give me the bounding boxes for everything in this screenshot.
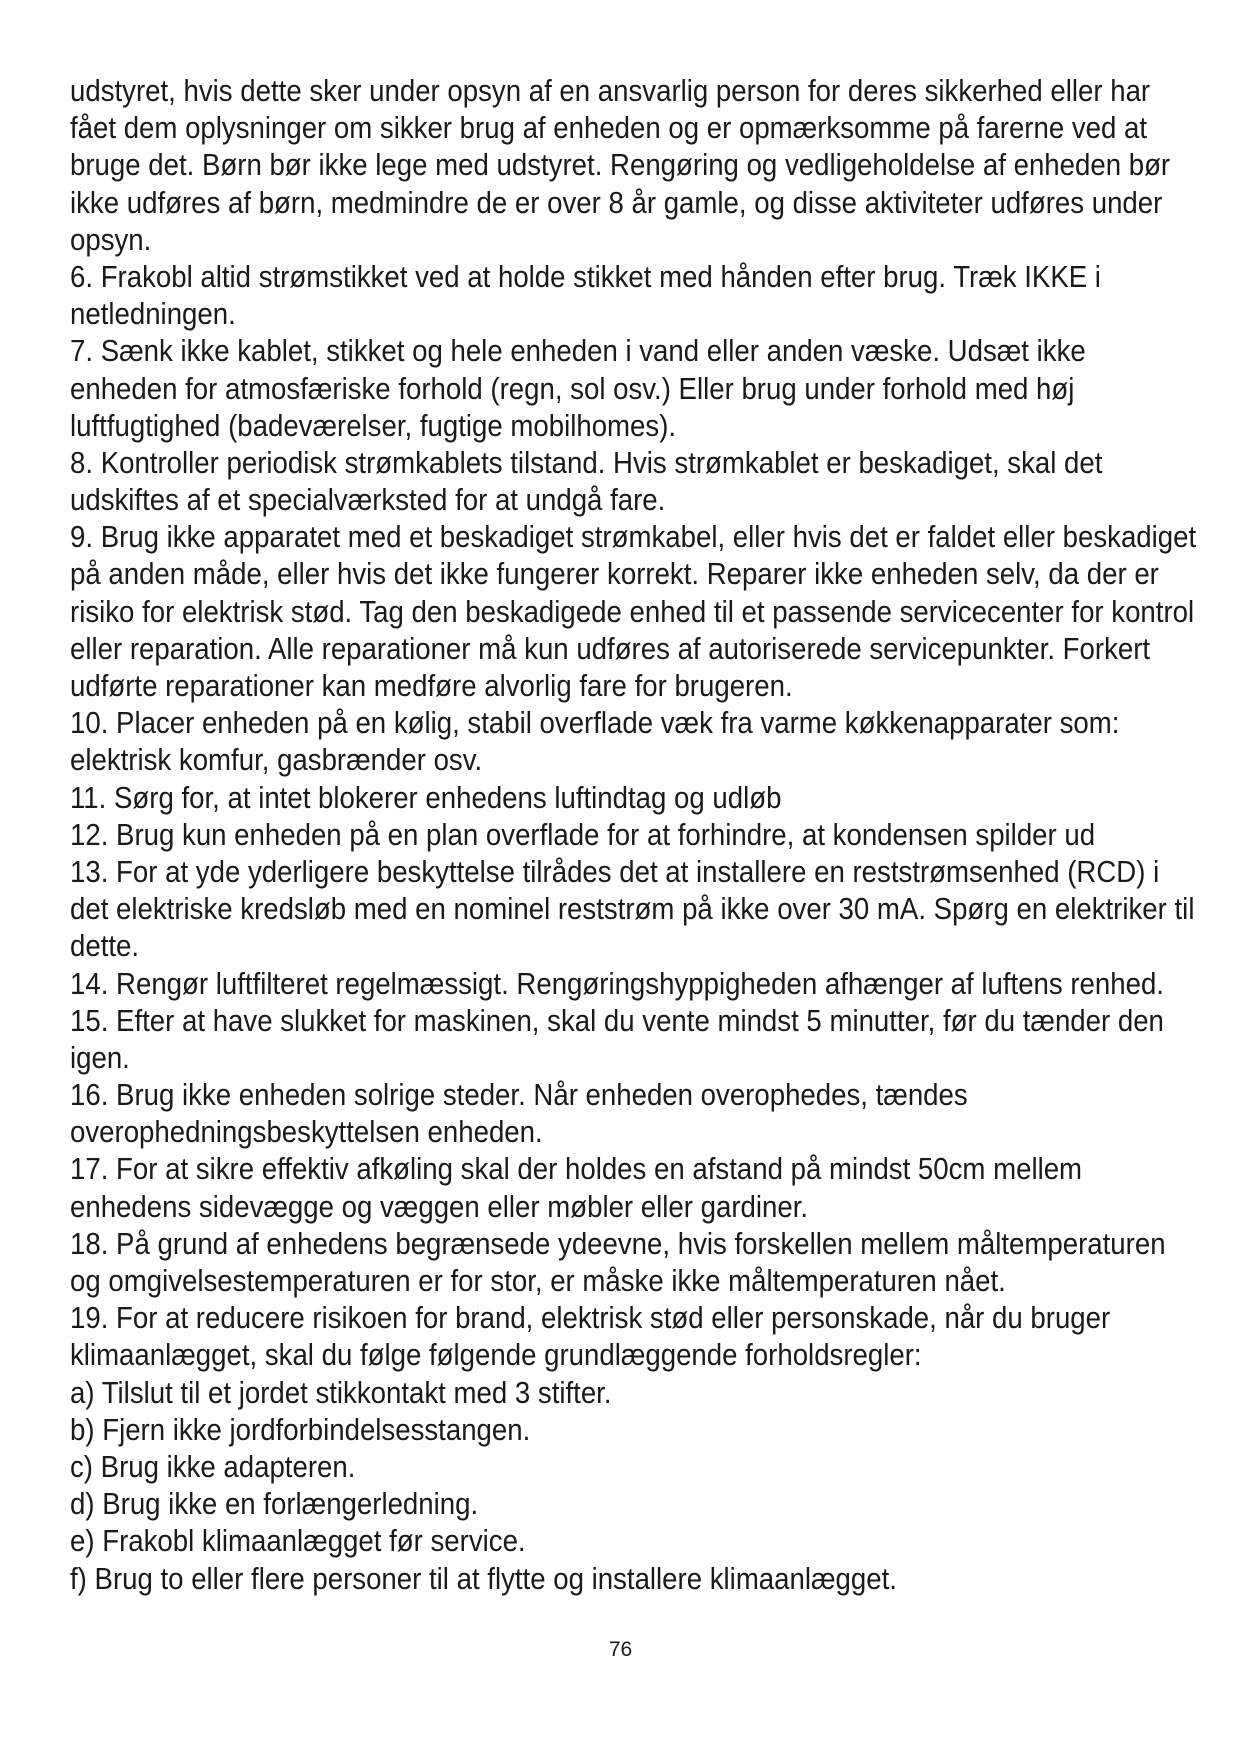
text-line: klimaanlægget, skal du følge følgende grundlæggende forholdsregler: [70, 1338, 922, 1373]
text-line: ikke udføres af børn, medmindre de er over 8 år gamle, og disse aktiviteter udføres under [70, 185, 1163, 220]
text-line: dette. [70, 929, 140, 964]
text-line: 9. Brug ikke apparatet med et beskadiget strømkabel, eller hvis det er faldet eller beskadiget [70, 520, 1197, 555]
text-line: elektrisk komfur, gasbrænder osv. [70, 743, 483, 778]
text-line: enheden for atmosfæriske forhold (regn, sol osv.) Eller brug under forhold med høj [70, 371, 1075, 406]
text-line: 19. For at reducere risikoen for brand, elektrisk stød eller personskade, når du bruger [70, 1301, 1111, 1336]
text-line: netledningen. [70, 297, 236, 332]
text-line: 15. Efter at have slukket for maskinen, skal du vente mindst 5 minutter, før du tænder den [70, 1003, 1164, 1038]
text-line: udførte reparationer kan medføre alvorlig fare for brugeren. [70, 669, 793, 703]
text-line: c) Brug ikke adapteren. [70, 1449, 356, 1484]
text-line: risiko for elektrisk stød. Tag den beskadigede enhed til et passende servicecenter for kontrol [70, 594, 1195, 629]
body-text [70, 73, 1197, 1598]
text-line: 14. Rengør luftfilteret regelmæssigt. Rengøringshyppigheden afhænger af luftens renhed. [70, 966, 1164, 1001]
text-line: eller reparation. Alle reparationer må kun udføres af autoriserede servicepunkter. Forkert [70, 631, 1151, 666]
text-line: 10. Placer enheden på en kølig, stabil overflade væk fra varme køkkenapparater som: [70, 706, 1120, 741]
text-line: det elektriske kredsløb med en nominel reststrøm på ikke over 30 mA. Spørg en elektriker til [70, 892, 1195, 927]
text-line: 8. Kontroller periodisk strømkablets tilstand. Hvis strømkablet er beskadiget, skal det [70, 445, 1103, 480]
text-line: opsyn. [70, 222, 152, 257]
text-line: d) Brug ikke en forlængerledning. [70, 1487, 479, 1522]
text-line: og omgivelsestemperaturen er for stor, er måske ikke måltemperaturen nået. [70, 1264, 1006, 1298]
text-line: luftfugtighed (badeværelser, fugtige mobilhomes). [70, 408, 677, 443]
text-line: 16. Brug ikke enheden solrige steder. Når enheden overophedes, tændes [70, 1078, 968, 1113]
text-line: udstyret, hvis dette sker under opsyn af en ansvarlig person for deres sikkerhed eller har [70, 74, 1151, 108]
text-line: 18. På grund af enhedens begrænsede ydeevne, hvis forskellen mellem måltemperaturen [70, 1226, 1166, 1261]
text-line: 17. For at sikre effektiv afkøling skal der holdes en afstand på mindst 50cm mellem [70, 1152, 1083, 1187]
text-line: 13. For at yde yderligere beskyttelse tilrådes det at installere en reststrømsenhed (RCD) i [70, 854, 1160, 889]
text-line: overophedningsbeskyttelsen enheden. [70, 1115, 543, 1150]
text-line: fået dem oplysninger om sikker brug af enheden og er opmærksomme på farerne ved at [70, 111, 1148, 146]
page-number: 76 [608, 1638, 633, 1661]
text-line: e) Frakobl klimaanlægget før service. [70, 1524, 526, 1559]
text-line: bruge det. Børn bør ikke lege med udstyret. Rengøring og vedligeholdelse af enheden bør [70, 148, 1171, 183]
text-line: 12. Brug kun enheden på en plan overflade for at forhindre, at kondensen spilder ud [70, 817, 1096, 852]
text-line: igen. [70, 1040, 130, 1075]
text-line: 11. Sørg for, at intet blokerer enhedens luftindtag og udløb [70, 780, 782, 815]
text-line: enhedens sidevægge og væggen eller møbler eller gardiner. [70, 1189, 809, 1224]
text-line: a) Tilslut til et jordet stikkontakt med 3 stifter. [70, 1375, 612, 1410]
text-line: b) Fjern ikke jordforbindelsesstangen. [70, 1412, 531, 1447]
text-line: 6. Frakobl altid strømstikket ved at holde stikket med hånden efter brug. Træk IKKE i [70, 259, 1101, 294]
text-line: 7. Sænk ikke kablet, stikket og hele enheden i vand eller anden væske. Udsæt ikke [70, 334, 1086, 369]
text-line: f) Brug to eller flere personer til at flytte og installere klimaanlægget. [70, 1561, 897, 1596]
text-line: udskiftes af et specialværksted for at undgå fare. [70, 483, 666, 518]
text-line: på anden måde, eller hvis det ikke fungerer korrekt. Reparer ikke enheden selv, da der er [70, 557, 1159, 592]
